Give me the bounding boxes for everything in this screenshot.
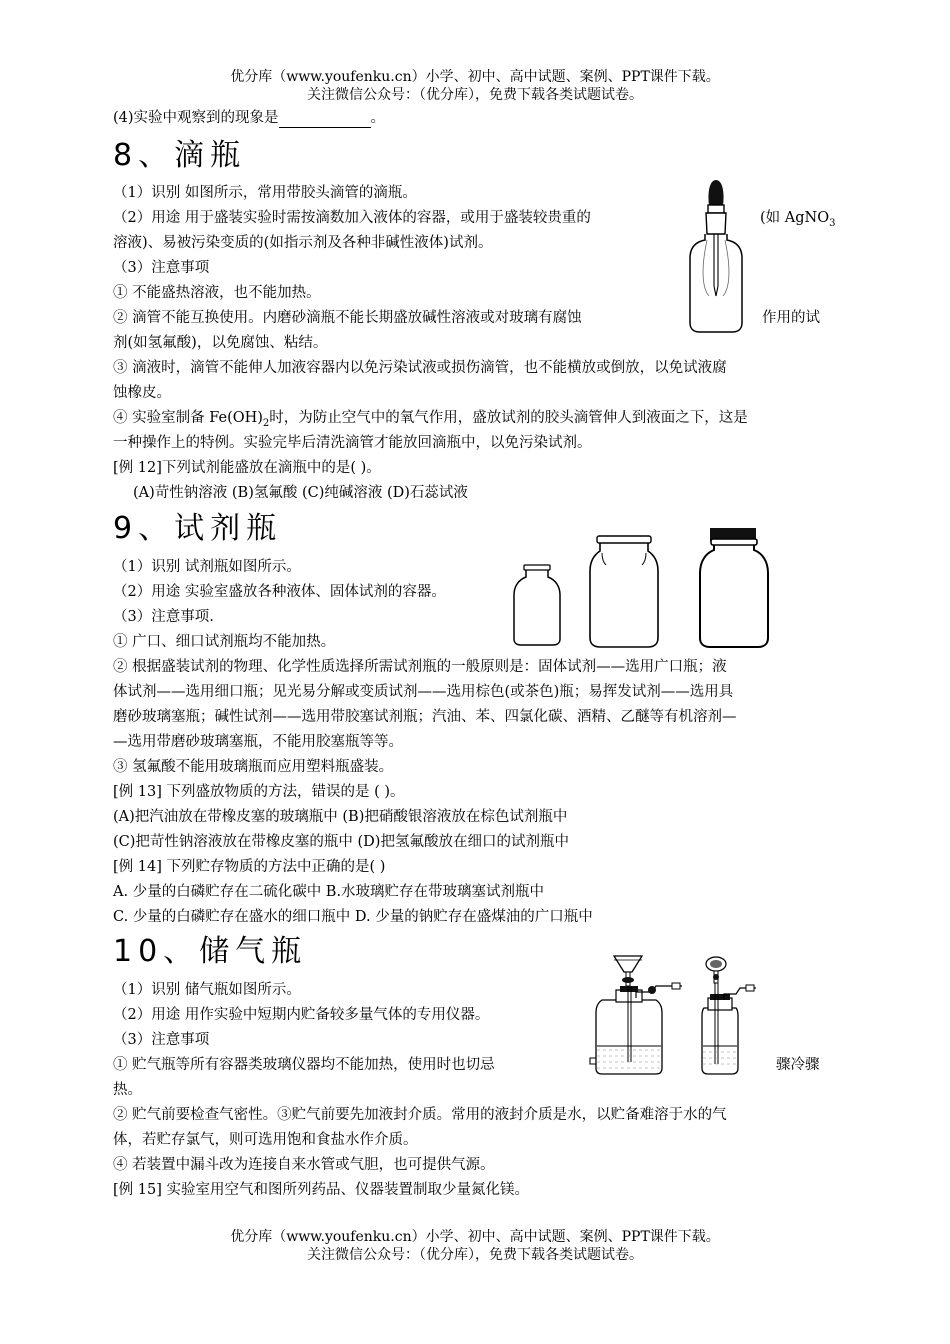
header-line-1: 优分库（www.youfenku.cn）小学、初中、高中试题、案例、PPT课件下载。 [230, 69, 720, 85]
s9-line-7: 磨砂玻璃塞瓶；碱性试剂——选用带胶塞试剂瓶；汽油、苯、四氯化碳、酒精、乙醚等有机溶剂— [113, 709, 737, 725]
stoppered-bottle-icon [700, 528, 768, 647]
s8-line-10-sub: 2 [262, 417, 270, 429]
s9-line-6: 体试剂——选用细口瓶；见光易分解或变质试剂——选用棕色(或茶色)瓶；易挥发试剂——选用具 [113, 684, 734, 700]
question-4-prefix: (4)实验中观察到的现象是 [113, 110, 279, 126]
s10-line-4a: ① 贮气瓶等所有容器类玻璃仪器均不能加热，使用时也切忌 [113, 1057, 495, 1073]
s9-line-1: （1）识别 试剂瓶如图所示。 [113, 559, 301, 575]
s9-line-9: ③ 氢氟酸不能用玻璃瓶而应用塑料瓶盛装。 [113, 759, 394, 775]
example-14-options-ab: A. 少量的白磷贮存在二硫化碳中 B.水玻璃贮存在带玻璃塞试剂瓶中 [113, 884, 545, 900]
s8-line-2b-sub: 3 [829, 217, 836, 229]
section-9-title: 9、试剂瓶 [113, 511, 283, 546]
example-12: [例 12]下列试剂能盛放在滴瓶中的是( )。 [113, 460, 381, 476]
answer-blank [279, 112, 371, 128]
gas-bottle-with-bulb-icon [702, 957, 756, 1074]
s8-line-9: 蚀橡皮。 [113, 385, 171, 401]
s10-line-7: 体，若贮存氯气，则可选用饱和食盐水作介质。 [113, 1132, 418, 1148]
s8-line-1: （1）识别 如图所示，常用带胶头滴管的滴瓶。 [113, 185, 417, 201]
s8-line-10a: ④ 实验室制备 Fe(OH) [113, 410, 263, 426]
s10-line-6: ② 贮气前要检查气密性。③贮气前要先加液封介质。常用的液封介质是水，以贮备难溶于水的气 [113, 1107, 727, 1123]
reagent-bottles-figure [508, 525, 778, 655]
question-4-suffix: 。 [370, 110, 386, 126]
s10-line-3: （3）注意事项 [113, 1032, 210, 1048]
s8-line-4: （3）注意事项 [113, 260, 210, 276]
s8-line-8: ③ 滴液时，滴管不能伸人加液容器内以免污染试液或损伤滴管，也不能横放或倒放，以免试液腐 [113, 360, 727, 376]
s10-line-5: 热。 [113, 1082, 142, 1098]
s8-line-3: 溶液)、易被污染变质的(如指示剂及各种非碱性液体)试剂。 [113, 235, 493, 251]
s9-line-2: （2）用途 实验室盛放各种液体、固体试剂的容器。 [113, 584, 446, 600]
section-10-title: 10、储气瓶 [113, 934, 308, 969]
example-14-options-cd: C. 少量的白磷贮存在盛水的细口瓶中 D. 少量的钠贮存在盛煤油的广口瓶中 [113, 909, 593, 925]
example-12-options: (A)苛性钠溶液 (B)氢氟酸 (C)纯碱溶液 (D)石蕊试液 [133, 485, 468, 501]
s10-line-4b: 骤冷骤 [776, 1057, 820, 1073]
example-13-options-ab: (A)把汽油放在带橡皮塞的玻璃瓶中 (B)把硝酸银溶液放在棕色试剂瓶中 [113, 809, 568, 825]
s8-line-10b: 时，为防止空气中的氧气作用，盛放试剂的胶头滴管伸人到液面之下，这是 [269, 410, 748, 426]
s8-line-2b [760, 208, 835, 234]
s8-line-6b: 作用的试 [762, 310, 820, 326]
s10-line-2: （2）用途 用作实验中短期内贮备较多量气体的专用仪器。 [113, 1007, 490, 1023]
s10-line-1: （1）识别 储气瓶如图所示。 [113, 982, 301, 998]
header-line-2: 关注微信公众号：（优分库），免费下载各类试题试卷。 [307, 87, 643, 103]
example-14: [例 14] 下列贮存物质的方法中正确的是( ) [113, 859, 386, 875]
s8-line-5: ① 不能盛热溶液，也不能加热。 [113, 285, 321, 301]
gas-bottle-with-funnel-icon [590, 956, 682, 1074]
narrow-neck-bottle-icon [514, 565, 560, 645]
example-13: [例 13] 下列盛放物质的方法，错误的是 ( )。 [113, 784, 405, 800]
section-8-title: 8、滴瓶 [113, 138, 247, 173]
s8-line-6a: ② 滴管不能互换使用。内磨砂滴瓶不能长期盛放碱性溶液或对玻璃有腐蚀 [113, 310, 582, 326]
gas-storage-bottle-figure [586, 950, 766, 1078]
s9-line-5: ② 根据盛装试剂的物理、化学性质选择所需试剂瓶的一般原则是：固体试剂——选用广口瓶；液 [113, 659, 727, 675]
s8-line-11: 一种操作上的特例。实验完毕后清洗滴管才能放回滴瓶中，以免污染试剂。 [113, 435, 592, 451]
s8-line-10 [113, 408, 748, 434]
s8-line-2a: （2）用途 用于盛装实验时需按滴数加入液体的容器，或用于盛装较贵重的 [113, 210, 591, 226]
dropper-bottle-figure [685, 178, 747, 338]
footer-line-1: 优分库（www.youfenku.cn）小学、初中、高中试题、案例、PPT课件下载。 [230, 1229, 720, 1245]
s9-line-4: ① 广口、细口试剂瓶均不能加热。 [113, 634, 336, 650]
s8-line-2b-text: (如 AgNO [760, 210, 830, 226]
s9-line-3: （3）注意事项. [113, 609, 214, 625]
example-15: [例 15] 实验室用空气和图所列药品、仪器装置制取少量氮化镁。 [113, 1182, 529, 1198]
rubber-bulb-icon [708, 180, 723, 206]
wide-mouth-bottle-icon [590, 536, 658, 647]
s10-line-8: ④ 若装置中漏斗改为连接自来水管或气胆，也可提供气源。 [113, 1157, 495, 1173]
s9-line-8: —选用带磨砂玻璃塞瓶，不能用胶塞瓶等等。 [113, 734, 403, 750]
example-13-options-cd: (C)把苛性钠溶液放在带橡皮塞的瓶中 (D)把氢氟酸放在细口的试剂瓶中 [113, 834, 569, 850]
s8-line-7: 剂(如氢氟酸)，以免腐蚀、粘结。 [113, 335, 328, 351]
question-4 [113, 108, 385, 128]
footer-line-2: 关注微信公众号：（优分库），免费下载各类试题试卷。 [307, 1247, 643, 1263]
